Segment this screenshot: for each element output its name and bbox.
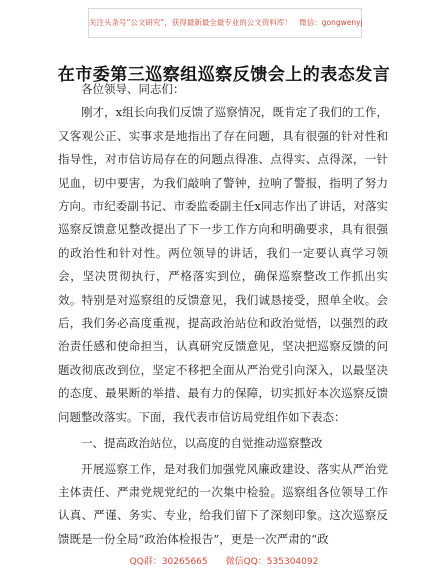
header-banner: 关注头条号“公文研究”，获得最新最全最专业的公文资料库！ 微信：gongwenyj — [88, 8, 362, 38]
salutation: 各位领导、同志们： — [81, 82, 185, 96]
footer-contact: QQ群：30265665 微信QQ：535304092 — [129, 557, 319, 567]
section-heading: 一、提高政治站位，以高度的自觉推动巡察整改 — [81, 436, 323, 451]
body-paragraph: 刚才，x组长向我们反馈了巡察情况，既肯定了我们的工作，又客观公正、实事求是地指出了存在问题，具有很强的针对性和指导性，对市信访局存在的问题点得准、点得实、点得深，一针见血，切中要害，为我们敲响了警钟，拉响了警报，指明了努力方向。市纪委副书记、市委监委副主任x同志作出了讲话，对落实巡察反馈意见整改提出了下一步工作方向和明确要求，具有很强的政治性和针对性。两位领导的讲话，我们一定要认真学习领会，坚决贯彻执行，严格落实到位，确保巡察整改工作抓出实效。特别是对巡察组的反馈意见，我们诚恳接受，照单全收。会后，我们务必高度重视，提高政治站位和政治觉悟，以强烈的政治责任感和使命担当，认真研究反馈意见，坚决把巡察反馈的问题改彻底改到位，坚定不移把全面从严治党引向深入，以最坚决的态度、最果断的举措、最有力的保障，切实抓好本次巡察反馈问题整改落实。下面，我代表市信访局党组作如下表态： — [58, 105, 388, 424]
document-title: 在市委第三巡察组巡察反馈会上的表态发言 — [57, 65, 391, 85]
document-body — [58, 78, 388, 551]
body-paragraph: 开展巡察工作，是对我们加强党风廉政建设、落实从严治党主体责任、严肃党规党纪的一次集中检验。巡察组各位领导工作认真、严谨、务实、专业，给我们留下了深刻印象。这次巡察反馈既是一份全局“政治体检报告”，更是一次严肃的“政 — [58, 461, 388, 546]
